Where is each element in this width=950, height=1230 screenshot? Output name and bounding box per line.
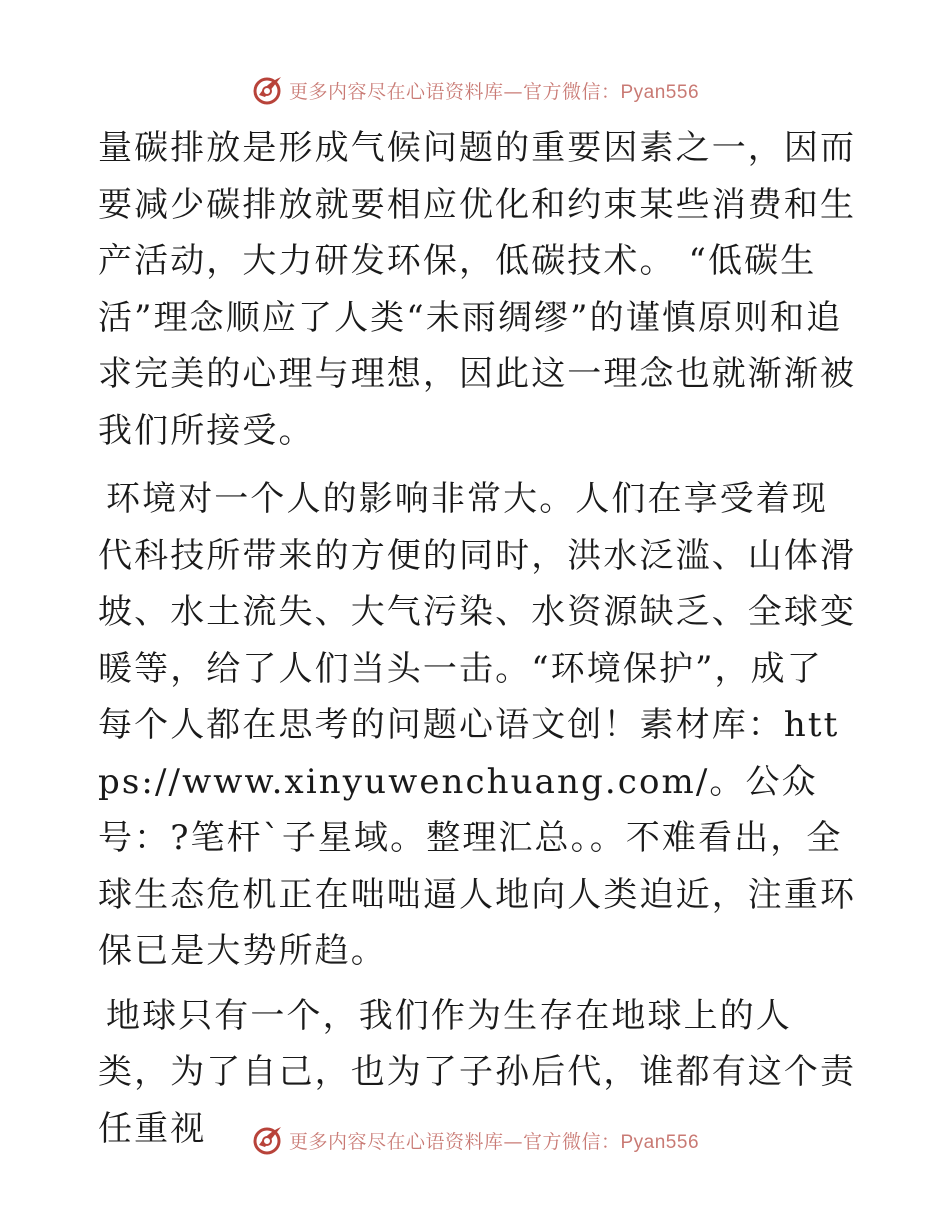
watermark-wechat-id: Pyan556 [620,81,700,103]
paragraph-3: 地球只有一个，我们作为生存在地球上的人类，为了自己，也为了子孙后代，谁都有这个责任重视 [98,995,857,1149]
header-watermark [0,70,950,110]
quill-seal-logo-icon [251,1123,285,1157]
watermark-label: 更多内容尽在心语资料库—官方微信： [288,1130,621,1153]
quill-seal-logo-icon [251,73,285,107]
paragraph-2: 环境对一个人的影响非常大。人们在享受着现代科技所带来的方便的同时，洪水泛滥、山体滑坡、水土流失、大气污染、水资源缺乏、全球变暖等，给了人们当头一击。“环境保护”，成了每个人都在思考的问题心语文创！素材库：https://www.xinyuwenchuang.com/。公众号：?笔杆`子星域。整理汇总。。不难看出，全球生态危机正在咄咄逼人地向人类迫近，注重环保已是大势所趋。 [98,479,857,971]
watermark-text [289,1127,699,1154]
document-body [98,120,858,1165]
footer-watermark [0,1120,950,1160]
watermark-text [289,77,699,104]
watermark-label: 更多内容尽在心语资料库—官方微信： [288,80,621,103]
watermark-wechat-id: Pyan556 [620,1131,700,1153]
paragraph-1: 量碳排放是形成气候问题的重要因素之一，因而要减少碳排放就要相应优化和约束某些消费和生产活动，大力研发环保，低碳技术。 “低碳生活”理念顺应了人类“未雨绸缪”的谨慎原则和追求完美的心理与理想，因此这一理念也就渐渐被我们所接受。 [98,128,857,451]
